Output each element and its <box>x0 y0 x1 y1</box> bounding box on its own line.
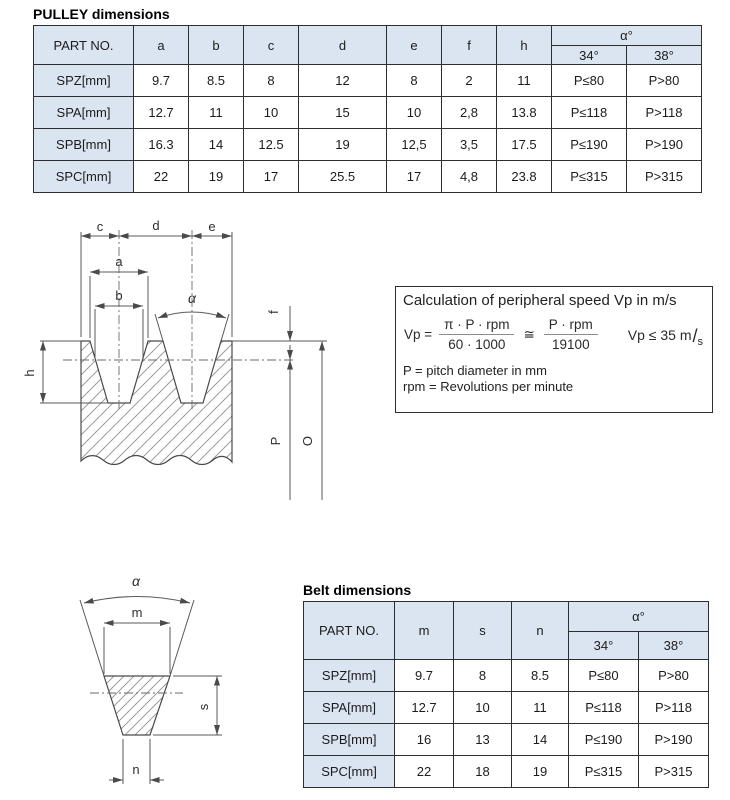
column-header-part: PART NO. <box>34 26 134 65</box>
dim-label-d: d <box>152 218 160 233</box>
dim-label-f: f <box>266 310 281 314</box>
column-header: m <box>395 602 454 660</box>
table-cell: 8.5 <box>189 65 244 97</box>
dim-label-alpha: α <box>188 290 196 306</box>
pulley-section-title: PULLEY dimensions <box>33 6 170 22</box>
table-header-row <box>304 602 709 632</box>
table-row <box>34 161 702 193</box>
table-cell: 10 <box>454 692 512 724</box>
column-header-38: 38° <box>627 46 702 65</box>
table-cell: P>118 <box>627 97 702 129</box>
table-cell: 12.5 <box>244 129 299 161</box>
column-header: a <box>134 26 189 65</box>
table-cell: 13.8 <box>497 97 552 129</box>
dim-label-b: b <box>115 288 123 303</box>
peripheral-speed-calc-box <box>395 286 713 413</box>
table-cell: 19 <box>512 756 569 788</box>
table-cell: 9.7 <box>395 660 454 692</box>
table-cell: 8 <box>387 65 442 97</box>
table-cell: 14 <box>189 129 244 161</box>
vp-limit-text: Vp ≤ 35 m <box>627 327 692 343</box>
calc-title: Calculation of peripheral speed Vp in m/s <box>403 292 677 309</box>
table-row <box>34 65 702 97</box>
belt-body <box>90 676 183 735</box>
dim-label-p: P <box>268 436 283 446</box>
column-header: h <box>497 26 552 65</box>
table-cell: 12.7 <box>395 692 454 724</box>
dimension-o <box>300 341 322 500</box>
table-cell: 4,8 <box>442 161 497 193</box>
dim-label-n: n <box>132 762 140 777</box>
table-cell: P≤80 <box>569 660 639 692</box>
table-cell: 12 <box>299 65 387 97</box>
row-header: SPB[mm] <box>304 724 395 756</box>
table-cell: P≤118 <box>569 692 639 724</box>
table-cell: P>190 <box>639 724 709 756</box>
pulley-cross-section-diagram <box>20 215 340 515</box>
table-cell: 23.8 <box>497 161 552 193</box>
belt-cross-section-diagram <box>40 565 235 800</box>
fraction-denominator: 60 · 1000 <box>448 337 506 352</box>
dimension-n <box>109 739 164 784</box>
dimension-m <box>104 605 170 674</box>
formula-fraction-1 <box>439 317 514 352</box>
vp-limit <box>627 324 703 348</box>
fraction-numerator: π · P · rpm <box>439 317 514 335</box>
calc-formula <box>396 317 712 352</box>
table-cell: P>80 <box>639 660 709 692</box>
table-cell: 19 <box>299 129 387 161</box>
table-row <box>34 97 702 129</box>
table-cell: P>190 <box>627 129 702 161</box>
table-cell: 17 <box>387 161 442 193</box>
table-cell: 16 <box>395 724 454 756</box>
table-cell: P>315 <box>639 756 709 788</box>
vp-limit-denom: s <box>697 336 703 348</box>
row-header: SPC[mm] <box>304 756 395 788</box>
dimension-f <box>232 306 327 360</box>
table-cell: P>80 <box>627 65 702 97</box>
table-cell: P>315 <box>627 161 702 193</box>
column-header: c <box>244 26 299 65</box>
calc-notes <box>396 363 712 394</box>
table-cell: P≤80 <box>552 65 627 97</box>
row-header: SPB[mm] <box>34 129 134 161</box>
row-header: SPZ[mm] <box>304 660 395 692</box>
table-cell: 2,8 <box>442 97 497 129</box>
table-cell: 12.7 <box>134 97 189 129</box>
table-cell: 18 <box>454 756 512 788</box>
table-row <box>304 756 709 788</box>
calc-note-line: rpm = Revolutions per minute <box>403 378 574 394</box>
formula-lhs: Vp = <box>404 327 433 342</box>
table-cell: 2 <box>442 65 497 97</box>
dim-label-a: a <box>115 254 123 269</box>
column-header: d <box>299 26 387 65</box>
table-cell: 3,5 <box>442 129 497 161</box>
table-cell: P≤190 <box>552 129 627 161</box>
table-cell: 9.7 <box>134 65 189 97</box>
table-cell: 12,5 <box>387 129 442 161</box>
column-header-34: 34° <box>569 632 639 660</box>
table-header-row <box>34 26 702 46</box>
table-cell: 10 <box>387 97 442 129</box>
calc-note-line: P = pitch diameter in mm <box>403 363 547 378</box>
table-cell: 19 <box>189 161 244 193</box>
table-cell: 13 <box>454 724 512 756</box>
table-cell: 11 <box>512 692 569 724</box>
table-cell: 11 <box>189 97 244 129</box>
column-header: f <box>442 26 497 65</box>
table-row <box>34 129 702 161</box>
row-header: SPC[mm] <box>34 161 134 193</box>
row-header: SPA[mm] <box>34 97 134 129</box>
table-cell: 8.5 <box>512 660 569 692</box>
table-cell: P≤118 <box>552 97 627 129</box>
dim-label-alpha: α <box>132 573 140 589</box>
row-header: SPZ[mm] <box>34 65 134 97</box>
table-cell: 17 <box>244 161 299 193</box>
table-cell: P≤190 <box>569 724 639 756</box>
column-header-alpha: α° <box>569 602 709 632</box>
table-cell: 8 <box>454 660 512 692</box>
column-header: s <box>454 602 512 660</box>
dimension-p <box>268 360 290 500</box>
approx-equal-sign: ≅ <box>523 326 535 342</box>
table-cell: 11 <box>497 65 552 97</box>
column-header: n <box>512 602 569 660</box>
formula-fraction-2 <box>544 317 598 352</box>
fraction-denominator: 19100 <box>552 337 590 352</box>
dim-label-e: e <box>208 219 216 234</box>
table-cell: 15 <box>299 97 387 129</box>
dim-label-h: h <box>22 369 37 377</box>
dim-label-c: c <box>96 219 104 234</box>
table-cell: 8 <box>244 65 299 97</box>
table-row <box>304 660 709 692</box>
table-cell: P>118 <box>639 692 709 724</box>
column-header: e <box>387 26 442 65</box>
column-header-part: PART NO. <box>304 602 395 660</box>
table-cell: 25.5 <box>299 161 387 193</box>
column-header-34: 34° <box>552 46 627 65</box>
dim-label-m: m <box>131 605 143 620</box>
table-cell: P≤315 <box>569 756 639 788</box>
pulley-dimensions-table <box>33 25 702 193</box>
vp-limit-slash: / <box>692 326 698 346</box>
dim-label-o: O <box>300 435 315 447</box>
dim-label-s: s <box>196 703 211 711</box>
belt-section-title: Belt dimensions <box>303 582 412 598</box>
row-header: SPA[mm] <box>304 692 395 724</box>
table-row <box>304 724 709 756</box>
table-cell: 22 <box>134 161 189 193</box>
table-cell: 22 <box>395 756 454 788</box>
table-cell: 17.5 <box>497 129 552 161</box>
column-header: b <box>189 26 244 65</box>
fraction-numerator: P · rpm <box>544 317 598 335</box>
belt-dimensions-table <box>303 601 709 788</box>
column-header-alpha: α° <box>552 26 702 46</box>
table-cell: 16.3 <box>134 129 189 161</box>
dimension-alpha <box>80 573 194 676</box>
table-cell: 14 <box>512 724 569 756</box>
table-cell: 10 <box>244 97 299 129</box>
table-row <box>304 692 709 724</box>
table-cell: P≤315 <box>552 161 627 193</box>
column-header-38: 38° <box>639 632 709 660</box>
